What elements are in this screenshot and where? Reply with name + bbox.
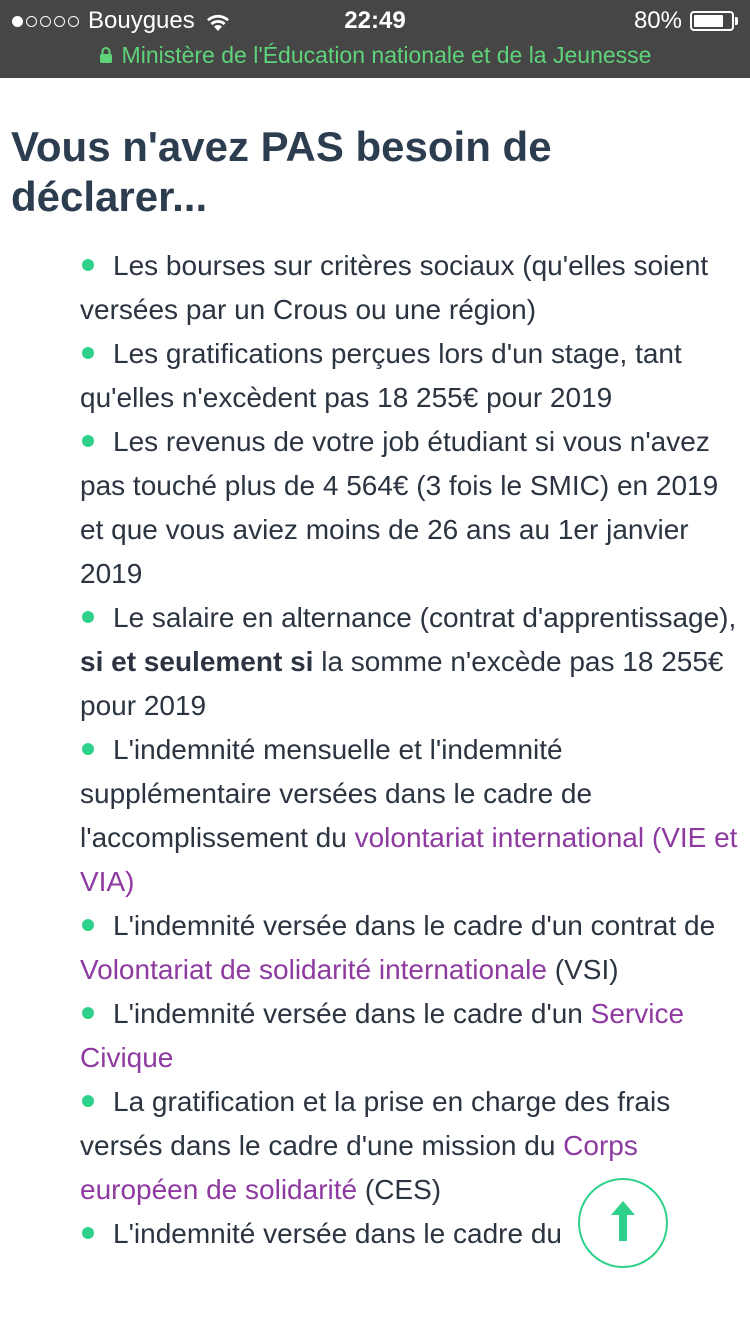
list-item-text: Les revenus de votre job étudiant si vous n'avez pas touché plus de 4 564€ (3 fois le SMIC) en 2019 et que vous aviez moins de 26 ans au 1er janvier 2019 — [80, 426, 719, 589]
lock-icon — [99, 46, 113, 64]
list-item-text: (VSI) — [546, 954, 619, 985]
status-bar-time: 22:49 — [344, 7, 406, 34]
bullet-icon — [82, 919, 94, 931]
page-title: Vous n'avez PAS besoin de déclarer... — [11, 123, 552, 220]
list-item-text: la somme n'excède pas 18 255€ pour 2019 — [80, 646, 724, 721]
bullet-icon — [82, 1095, 94, 1107]
url-bar[interactable] — [0, 40, 750, 70]
carrier-name: Bouygues — [88, 7, 195, 34]
battery-level — [694, 15, 723, 27]
list-item-text: L'indemnité versée dans le cadre du — [113, 1218, 562, 1249]
link-volontariat-solidarite[interactable]: Volontariat de solidarité internationale — [80, 954, 547, 985]
link-corps-europeen[interactable]: Corps européen de solidarité — [80, 1130, 638, 1205]
list-item — [80, 992, 742, 1080]
back-to-top-button[interactable] — [578, 1178, 668, 1268]
arrow-up-icon — [608, 1199, 638, 1248]
bullet-icon — [82, 435, 94, 447]
list-item — [80, 728, 742, 904]
bullet-icon — [82, 259, 94, 271]
list-item — [80, 244, 742, 332]
battery-icon — [690, 11, 734, 31]
bullet-icon — [82, 347, 94, 359]
link-volontariat-international[interactable]: volontariat international (VIE et VIA) — [80, 822, 738, 897]
list-item-text: L'indemnité mensuelle et l'indemnité supplémentaire versées dans le cadre de l'accomplissement du — [80, 734, 593, 853]
battery-tip — [735, 17, 738, 25]
list-item-text: La gratification et la prise en charge des frais versés dans le cadre d'une mission du — [80, 1086, 671, 1161]
list-item-text: L'indemnité versée dans le cadre d'un — [113, 998, 591, 1029]
list-item-text: Les bourses sur critères sociaux (qu'elles soient versées par un Crous ou une région) — [80, 250, 709, 325]
bullet-icon — [82, 743, 94, 755]
list-item — [80, 904, 742, 992]
list-item — [80, 596, 742, 728]
site-name: Ministère de l'Éducation nationale et de la Jeunesse — [121, 41, 652, 68]
link-service-civique[interactable]: Service Civique — [80, 998, 685, 1073]
list-item — [80, 420, 742, 596]
bullet-icon — [82, 1227, 94, 1239]
battery-percentage: 80% — [633, 7, 682, 34]
list-item-text: (CES) — [357, 1174, 442, 1205]
list-item-text: Les gratifications perçues lors d'un stage, tant qu'elles n'excèdent pas 18 255€ pour 2019 — [80, 338, 682, 413]
list-item — [80, 332, 742, 420]
status-bar-right — [634, 6, 738, 36]
exemption-list — [80, 244, 742, 1256]
bullet-icon — [82, 1007, 94, 1019]
list-item-text: L'indemnité versée dans le cadre d'un contrat de — [113, 910, 716, 941]
emphasis-text: si et seulement si — [80, 646, 314, 677]
status-bar — [0, 0, 750, 78]
list-item-text: Le salaire en alternance (contrat d'apprentissage), — [113, 602, 737, 633]
bullet-icon — [82, 611, 94, 623]
page-content — [0, 78, 750, 1334]
